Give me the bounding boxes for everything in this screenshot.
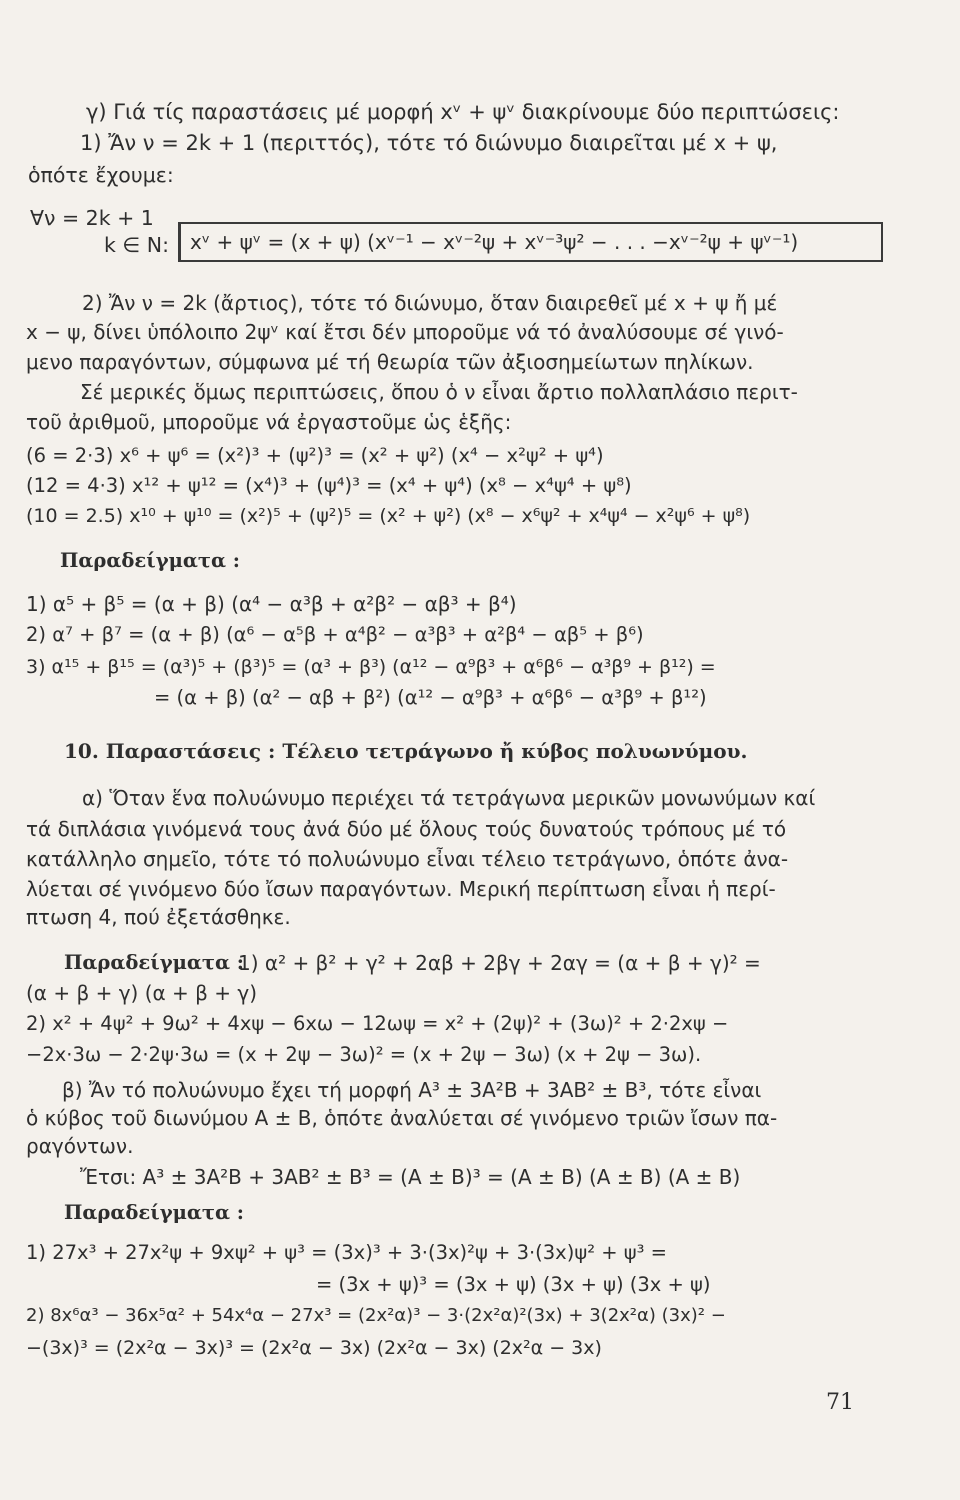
text-line: Σέ μερικές ὅμως περιπτώσεις, ὅπου ὁ ν εἶναι ἄρτιο πολλαπλάσιο περιτ- <box>80 380 798 404</box>
text-line: Ἔτσι: A³ ± 3A²B + 3AB² ± B³ = (A ± B)³ = (A ± B) (A ± B) (A ± B) <box>80 1165 741 1189</box>
text-line: β) Ἄν τό πολυώνυμο ἔχει τή μορφή A³ ± 3A²B + 3AB² ± B³, τότε εἶναι <box>62 1078 762 1102</box>
section-heading: 10. Παραστάσεις : Τέλειο τετράγωνο ἤ κύβος πολυωνύμου. <box>64 739 748 763</box>
text-line: ὁπότε ἔχουμε: <box>28 163 174 187</box>
formula-line: −(3x)³ = (2x²α − 3x)³ = (2x²α − 3x) (2x²α − 3x) (2x²α − 3x) <box>26 1337 602 1359</box>
formula-line: 3) α¹⁵ + β¹⁵ = (α³)⁵ + (β³)⁵ = (α³ + β³) (α¹² − α⁹β³ + α⁶β⁶ − α³β⁹ + β¹²) = <box>26 656 716 678</box>
formula-line: = (3x + ψ)³ = (3x + ψ) (3x + ψ) (3x + ψ) <box>316 1273 711 1296</box>
text-line: λύεται σέ γινόμενο δύο ἴσων παραγόντων. Μερική περίπτωση εἶναι ἡ περί- <box>26 877 776 901</box>
formula-line: 2) 8x⁶α³ − 36x⁵α² + 54x⁴α − 27x³ = (2x²α)³ − 3·(2x²α)²(3x) + 3(2x²α) (3x)² − <box>26 1305 726 1326</box>
formula-condition: ∀ν = 2k + 1 <box>30 206 154 230</box>
text-line: x − ψ, δίνει ὑπόλοιπο 2ψᵛ καί ἔτσι δέν μποροῦμε νά τό ἀναλύσουμε σέ γινό- <box>26 320 784 344</box>
formula-line: 2) α⁷ + β⁷ = (α + β) (α⁶ − α⁵β + α⁴β² − α³β³ + α²β⁴ − αβ⁵ + β⁶) <box>26 623 644 646</box>
page-number: 71 <box>826 1390 854 1415</box>
examples-heading-inline: Παραδείγματα : <box>64 951 244 974</box>
text-line: ραγόντων. <box>26 1134 134 1158</box>
formula-line: 1) 27x³ + 27x²ψ + 9xψ² + ψ³ = (3x)³ + 3·(3x)²ψ + 3·(3x)ψ² + ψ³ = <box>26 1241 667 1264</box>
text-line: τά διπλάσια γινόμενά τους ἀνά δύο μέ ὅλους τούς δυνατούς τρόπους μέ τό <box>26 817 787 841</box>
text-line: 1) Ἄν ν = 2k + 1 (περιττός), τότε τό διώνυμο διαιρεῖται μέ x + ψ, <box>80 131 778 155</box>
formula-condition: k ∈ N: <box>104 233 170 257</box>
formula-line: (10 = 2.5) x¹⁰ + ψ¹⁰ = (x²)⁵ + (ψ²)⁵ = (x² + ψ²) (x⁸ − x⁶ψ² + x⁴ψ⁴ − x²ψ⁶ + ψ⁸) <box>26 505 751 527</box>
text-line: α) Ὅταν ἕνα πολυώνυμο περιέχει τά τετράγωνα μερικῶν μονωνύμων καί <box>82 786 816 810</box>
text-line: ὁ κύβος τοῦ διωνύμου A ± B, ὁπότε ἀναλύεται σέ γινόμενο τριῶν ἴσων πα- <box>26 1106 778 1130</box>
formula-line: 1) α² + β² + γ² + 2αβ + 2βγ + 2αγ = (α + β + γ)² = <box>238 951 761 975</box>
formula-line: 1) α⁵ + β⁵ = (α + β) (α⁴ − α³β + α²β² − αβ³ + β⁴) <box>26 592 517 616</box>
text-line: γ) Γιά τίς παραστάσεις μέ μορφή xᵛ + ψᵛ διακρίνουμε δύο περιπτώσεις: <box>86 100 840 124</box>
boxed-formula-text: xᵛ + ψᵛ = (x + ψ) (xᵛ⁻¹ − xᵛ⁻²ψ + xᵛ⁻³ψ² − . . . −xᵛ⁻²ψ + ψᵛ⁻¹) <box>190 230 799 254</box>
formula-line: (α + β + γ) (α + β + γ) <box>26 981 258 1005</box>
text-line: 2) Ἄν ν = 2k (ἄρτιος), τότε τό διώνυμο, ὅταν διαιρεθεῖ μέ x + ψ ἤ μέ <box>82 291 778 315</box>
examples-heading: Παραδείγματα : <box>60 549 240 572</box>
examples-heading: Παραδείγματα : <box>64 1201 244 1224</box>
text-line: πτωση 4, πού ἐξετάσθηκε. <box>26 905 291 929</box>
formula-line: −2x·3ω − 2·2ψ·3ω = (x + 2ψ − 3ω)² = (x + 2ψ − 3ω) (x + 2ψ − 3ω). <box>26 1043 702 1066</box>
text-line: κατάλληλο σημεῖο, τότε τό πολυώνυμο εἶναι τέλειο τετράγωνο, ὁπότε ἀνα- <box>26 847 789 871</box>
text-line: μενο παραγόντων, σύμφωνα μέ τή θεωρία τῶν ἀξιοσημείωτων πηλίκων. <box>26 350 754 374</box>
formula-line: (6 = 2·3) x⁶ + ψ⁶ = (x²)³ + (ψ²)³ = (x² + ψ²) (x⁴ − x²ψ² + ψ⁴) <box>26 444 604 467</box>
formula-line: = (α + β) (α² − αβ + β²) (α¹² − α⁹β³ + α⁶β⁶ − α³β⁹ + β¹²) <box>154 686 707 709</box>
formula-line: 2) x² + 4ψ² + 9ω² + 4xψ − 6xω − 12ωψ = x² + (2ψ)² + (3ω)² + 2·2xψ − <box>26 1012 729 1035</box>
formula-line: (12 = 4·3) x¹² + ψ¹² = (x⁴)³ + (ψ⁴)³ = (x⁴ + ψ⁴) (x⁸ − x⁴ψ⁴ + ψ⁸) <box>26 474 632 497</box>
text-line: τοῦ ἀριθμοῦ, μποροῦμε νά ἐργαστοῦμε ὡς ἑξῆς: <box>26 410 512 434</box>
